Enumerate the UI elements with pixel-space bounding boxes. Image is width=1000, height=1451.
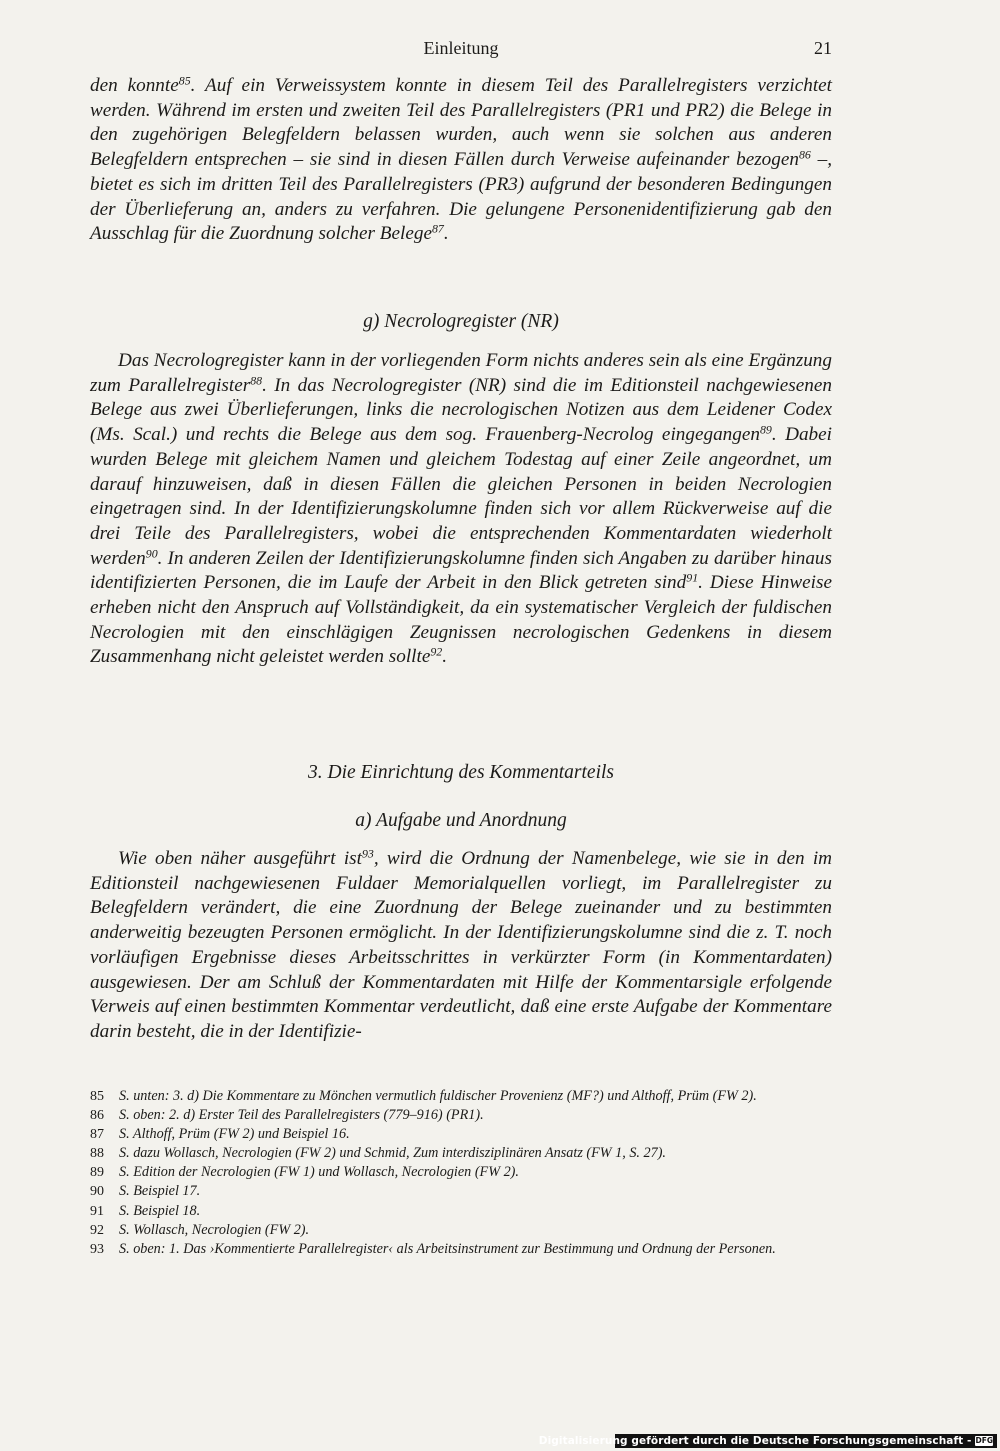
funding-credit: Digitalisierung gefördert durch die Deutsche Forschungsgemeinschaft - (538, 1435, 972, 1447)
page-number: 21 (814, 38, 832, 58)
paragraph-text: Das Necrologregister kann in der vorliegenden Form nichts anderes sein als eine Ergänzung zum Parallelregister$^{88}$. In das Necrologregister (NR) sind die im Editionsteil nachgewiesenen Belege aus zwei Überlieferungen, links die necrologischen Notizen aus dem Leidener Codex (Ms. Scal.) und rechts die Belege aus dem sog. Frauenberg-Necrolog eingegangen$^{89}$. Dabei wurden Belege mit gleichem Namen und gleichem Todestag auf einer Zeile angeordnet, um darauf hinzuweisen, daß in diesen Fällen die gleichen Personen in beiden Necrologien eingetragen sind. In der Identifizierungskolumne finden sich vor allem Rückverweise auf die drei Teile des Parallelregisters, wobei die entsprechenden Kommentardaten wiederholt werden$^{90}$. In anderen Zeilen der Identifizierungskolumne finden sich Angaben zu darüber hinaus identifizierten Personen, die im Laufe der Arbeit in den Blick getreten sind$^{91}$. Diese Hinweise erheben nicht den Anspruch auf Vollständigkeit, da ein systematischer Vergleich der fuldischen Necrologien mit den einschlägigen Zeugnissen necrologischen Gedenkens in diesem Zusammenhang nicht geleistet werden sollte$^{92}$. (90, 350, 832, 668)
footnote-number: 87 (90, 1127, 104, 1143)
footnote-text: S. oben: 2. d) Erster Teil des Parallelregisters (779–916) (PR1). (119, 1107, 484, 1124)
paragraph-text: Wie oben näher ausgeführt ist$^{93}$, wird die Ordnung der Namenbelege, wie sie in den im Editionsteil nachgewiesenen Fuldaer Memorialquellen vorliegt, im Parallelregister zu Belegfeldern verändert, die eine Zuordnung der Belege zueinander und zu bestimmten anderweitig bezeugten Personen ermöglicht. In der Identifizierungskolumne sind die z. T. noch vorläufigen Ergebnisse dieses Arbeitsschrittes in verkürzter Form (in Kommentardaten) ausgewiesen. Der am Schluß der Kommentardaten mit Hilfe der Kommentarsigle erfolgende Verweis auf einen bestimmten Kommentar verdeutlicht, daß eine erste Aufgabe der Kommentare darin besteht, die in der Identifizie- (90, 846, 833, 1042)
paragraph-continuation (90, 74, 832, 247)
footnote-88 (90, 1144, 832, 1163)
section-heading-aufgabe: a) Aufgabe und Anordnung (355, 810, 567, 831)
footnote-number: 88 (90, 1146, 104, 1162)
footnote-number: 93 (90, 1241, 104, 1257)
footnote-text: S. Wollasch, Necrologien (FW 2). (119, 1221, 310, 1238)
footnote-text: S. Beispiel 18. (119, 1202, 201, 1219)
footnote-90 (90, 1182, 832, 1201)
footnote-text: S. Beispiel 17. (119, 1183, 201, 1200)
footnote-85 (90, 1087, 832, 1106)
footnote-86 (90, 1106, 832, 1125)
footnote-number: 90 (90, 1184, 104, 1200)
footnote-number: 92 (90, 1222, 104, 1238)
footnote-text: S. dazu Wollasch, Necrologien (FW 2) und Schmid, Zum interdisziplinären Ansatz (FW 1, S. 27). (119, 1145, 666, 1162)
footnote-number: 89 (90, 1165, 104, 1181)
running-header (90, 38, 832, 62)
paragraph-text: den konnte$^{85}$. Auf ein Verweissystem konnte in diesem Teil des Parallelregisters verzichtet werden. Während im ersten und zweiten Teil des Parallelregisters (PR1 und PR2) die Belege in den zugehörigen Belegfeldern belassen wurden, auch wenn sie solchen aus anderen Belegfeldern entsprechen – sie sind in diesen Fällen durch Verweise aufeinander bezogen$^{86}$ –, bietet es sich im dritten Teil des Parallelregisters (PR3) aufgrund der besonderen Bedingungen der Überlieferung an, anders zu verfahren. Die gelungene Personenidentifizierung gab den Ausschlag für die Zuordnung solcher Belege$^{87}$. (90, 73, 833, 245)
section-heading-necrologregister: g) Necrologregister (NR) (363, 311, 559, 332)
footnote-text: S. Althoff, Prüm (FW 2) und Beispiel 16. (119, 1126, 350, 1143)
footnote-text: S. unten: 3. d) Die Kommentare zu Mönchen vermutlich fuldischer Provenienz (MF?) und Althoff, Prüm (FW 2). (119, 1088, 757, 1104)
footnote-93 (90, 1240, 832, 1259)
footnote-89 (90, 1163, 832, 1182)
footnotes (90, 1087, 832, 1259)
chapter-heading-kommentarteil: 3. Die Einrichtung des Kommentarteils (307, 762, 614, 783)
footnote-87 (90, 1125, 832, 1144)
dfg-logo-icon: DFG (975, 1436, 993, 1445)
digitization-footer (538, 1434, 997, 1448)
footnote-number: 85 (90, 1089, 104, 1104)
footnote-text: S. oben: 1. Das ›Kommentierte Parallelregister‹ als Arbeitsinstrument zur Bestimmung und Ordnung der Personen. (119, 1240, 776, 1257)
footnote-number: 86 (90, 1108, 104, 1124)
running-title: Einleitung (423, 38, 499, 58)
paragraph-necrologregister (90, 349, 832, 670)
footnote-number: 91 (90, 1203, 104, 1219)
footnote-92 (90, 1221, 832, 1240)
footnote-91 (90, 1202, 832, 1221)
footnote-text: S. Edition der Necrologien (FW 1) und Wollasch, Necrologien (FW 2). (119, 1164, 519, 1181)
paragraph-aufgabe (90, 847, 832, 1045)
